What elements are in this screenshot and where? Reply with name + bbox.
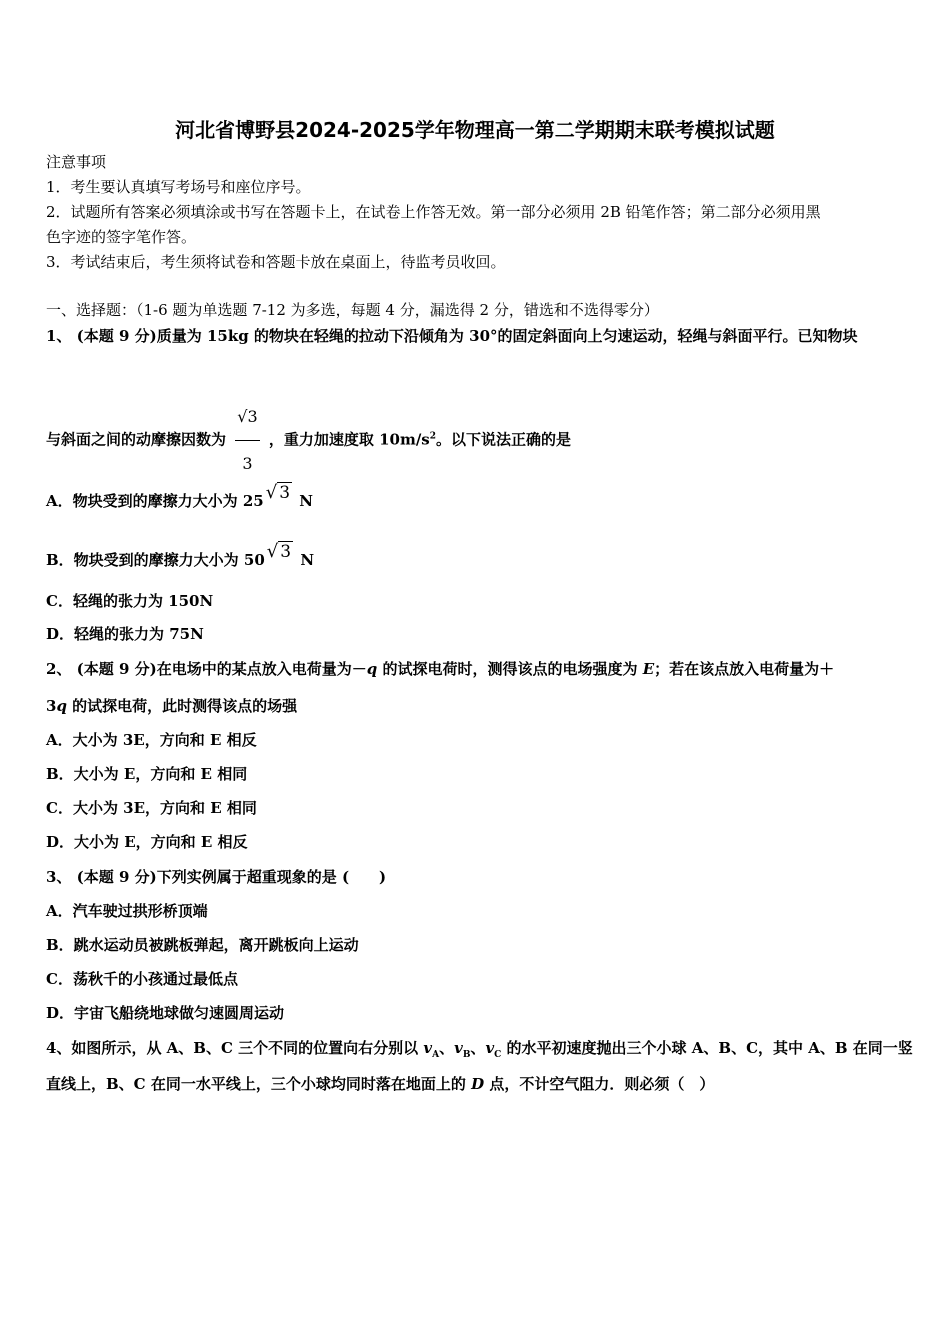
sqrt-symbol: √ 3 [266, 541, 292, 562]
page-title: 河北省博野县2024-2025学年物理高一第二学期期末联考模拟试题 [175, 118, 775, 142]
notice-item-2-cont: 色字迹的签字笔作答。 [46, 228, 197, 246]
notice-item-2: 2．试题所有答案必须填涂或书写在答题卡上，在试卷上作答无效。第一部分必须用 2B 铅笔作答；第二部分必须用黑 [46, 203, 821, 221]
q4-sep-1: 、 [439, 1039, 455, 1057]
q3-option-c: C．荡秋千的小孩通过最低点 [46, 970, 238, 988]
q2-option-c: C．大小为 3E，方向和 E 相同 [46, 799, 257, 817]
q3-option-a: A．汽车驶过拱形桥顶端 [46, 902, 208, 920]
q4-line2-text-a: 直线上，B、C 在同一水平线上，三个小球均同时落在地面上的 [46, 1075, 472, 1093]
q1-option-b-unit: N [295, 551, 315, 569]
q4-velocity-c: v [485, 1039, 495, 1057]
q4-stem-line1 [46, 1038, 913, 1065]
q1-text-a: 与斜面之间的动摩擦因数为 [46, 430, 227, 449]
q4-velocity-a: v [423, 1039, 433, 1057]
q1-option-d: D．轻绳的张力为 75N [46, 625, 204, 643]
q1-option-b [46, 537, 314, 575]
q1-option-b-radicand: 3 [280, 542, 292, 562]
q2-line2-number: 3 [46, 697, 57, 715]
q2-field-symbol: E [642, 660, 655, 678]
q1-frac-numerator: √3 [235, 395, 259, 441]
notice-item-3: 3．考试结束后，考生须将试卷和答题卡放在桌面上，待监考员收回。 [46, 253, 506, 271]
q4-sep-2: 、 [470, 1039, 486, 1057]
q1-stem-line2 [46, 395, 571, 486]
q4-line2-text-b: 点，不计空气阻力．则必须（ ） [484, 1075, 715, 1093]
q3-stem: 3、 (本题 9 分)下列实例属于超重现象的是 ( ) [46, 868, 387, 886]
q4-velocity-b: v [454, 1039, 463, 1057]
q4-text-a: 4、如图所示，从 A、B、C 三个不同的位置向右分别以 [46, 1039, 424, 1057]
q1-exponent: 2 [429, 431, 437, 442]
q1-option-b-text: B．物块受到的摩擦力大小为 50 [46, 551, 265, 569]
notice-heading: 注意事项 [46, 153, 107, 171]
q2-text-b: 的试探电荷时，测得该点的电场强度为 [377, 660, 643, 678]
q4-sub-b: B [462, 1050, 471, 1060]
q2-charge-symbol: q [366, 660, 378, 678]
q2-stem-line1 [46, 659, 834, 679]
q2-text-c: ；若在该点放入电荷量为＋ [654, 660, 835, 678]
q1-text-b: ，重力加速度取 10m/s [268, 430, 430, 449]
q1-option-a-text: A．物块受到的摩擦力大小为 25 [46, 492, 264, 510]
sqrt-symbol: √ 3 [265, 482, 291, 503]
q2-option-a: A．大小为 3E，方向和 E 相反 [46, 731, 257, 749]
q4-point-d: D [471, 1075, 485, 1093]
q4-text-b: 的水平初速度抛出三个小球 A、B、C，其中 A、B 在同一竖 [501, 1039, 913, 1057]
q2-line2-charge: q [56, 697, 67, 715]
q1-option-a [46, 478, 313, 516]
q1-stem-line1: 1、 (本题 9 分)质量为 15kg 的物块在轻绳的拉动下沿倾角为 30°的固定斜面向上匀速运动，轻绳与斜面平行。已知物块 [46, 327, 858, 345]
q1-frac-denominator: 3 [242, 454, 253, 473]
q1-option-a-radicand: 3 [279, 483, 291, 503]
q4-stem-line2 [46, 1074, 714, 1094]
q2-text-a: 2、 (本题 9 分)在电场中的某点放入电荷量为－ [46, 660, 367, 678]
q1-option-c: C．轻绳的张力为 150N [46, 592, 214, 610]
q3-option-d: D．宇宙飞船绕地球做匀速圆周运动 [46, 1004, 285, 1022]
section-heading: 一、选择题：（1-6 题为单选题 7-12 为多选，每题 4 分，漏选得 2 分，错选和不选得零分） [46, 301, 659, 319]
q2-option-b: B．大小为 E，方向和 E 相同 [46, 765, 248, 783]
q2-stem-line2 [46, 696, 297, 716]
q1-fraction [235, 395, 259, 486]
q3-option-b: B．跳水运动员被跳板弹起，离开跳板向上运动 [46, 936, 359, 954]
q1-text-c: 。以下说法正确的是 [436, 430, 572, 449]
q1-option-a-unit: N [294, 492, 313, 510]
q2-option-d: D．大小为 E，方向和 E 相反 [46, 833, 248, 851]
notice-item-1: 1．考生要认真填写考场号和座位序号。 [46, 178, 311, 196]
q4-sub-c: C [494, 1050, 502, 1060]
q2-line2-text: 的试探电荷，此时测得该点的场强 [66, 697, 298, 715]
q4-sub-a: A [432, 1050, 440, 1060]
